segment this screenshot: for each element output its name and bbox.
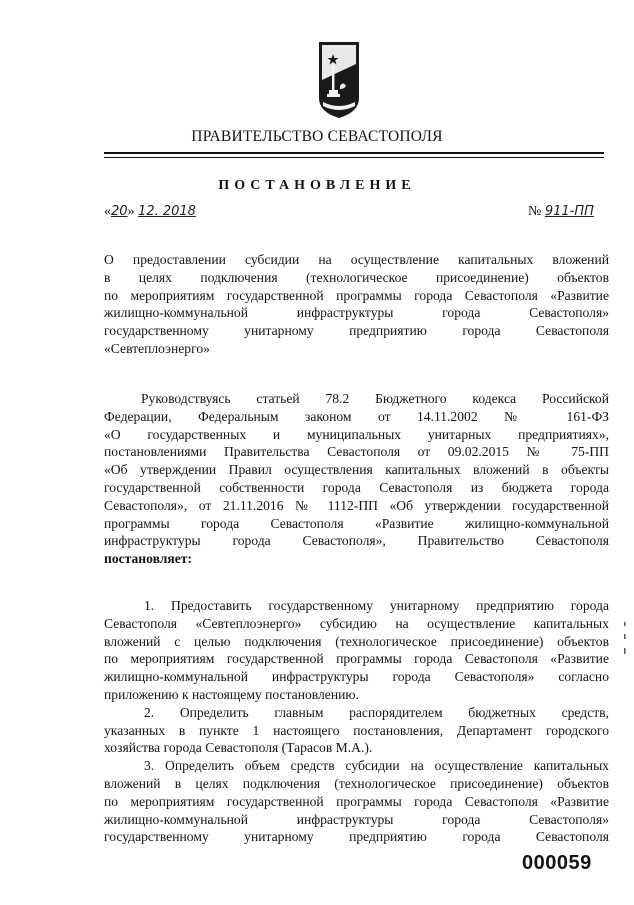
government-name: ПРАВИТЕЛЬСТВО СЕВАСТОПОЛЯ [191, 128, 443, 145]
item-1-line: вложений с целью подключения (технологическое присоединение) объектов [104, 633, 609, 649]
item-3-line: 3. Определить объем средств субсидии на осуществление капитальных [144, 758, 609, 774]
item-3-line: государственному унитарному предприятию города Севастополя [104, 829, 609, 845]
subject-line: жилищно-коммунальной инфраструктуры города Севастополя» [104, 305, 609, 321]
date-month-year: 12. 2018 [138, 204, 196, 219]
item-1-line: жилищно-коммунальной инфраструктуры города Севастополя» согласно [104, 669, 609, 685]
number-sign: № [528, 204, 542, 219]
document-type-title: ПОСТАНОВЛЕНИЕ [218, 178, 416, 193]
subject-line: «Севтеплоэнерго» [104, 340, 210, 356]
document-date [104, 204, 196, 220]
preamble-line: программы города Севастополя «Развитие жилищно-коммунальной [104, 515, 609, 531]
preamble-line: «Об утверждении Правил осуществления капитальных вложений в объекты [104, 462, 609, 478]
subject-line: государственному унитарному предприятию города Севастополя [104, 323, 609, 339]
preamble-line: Федерации, Федеральным законом от 14.11.2002 № 161-ФЗ [104, 408, 609, 424]
sheet-number: 000059 [522, 852, 592, 874]
date-day: 20 [111, 204, 128, 219]
preamble-line: государственной собственности города Севастополя из бюджета города [104, 479, 609, 495]
preamble-line: постановлениями Правительства Севастополя от 09.02.2015 № 75-ПП [104, 444, 609, 460]
preamble-paragraph [104, 390, 609, 568]
document-number [528, 204, 594, 220]
resolution-items [104, 597, 609, 846]
subject-line: О предоставлении субсидии на осуществление капитальных вложений [104, 252, 609, 267]
resolution-subject [104, 251, 609, 358]
preamble-line: «О государственных и муниципальных унитарных предприятиях», [104, 426, 609, 442]
preamble-line: Руководствуясь статьей 78.2 Бюджетного кодекса Российской [141, 391, 609, 406]
resolves-word: постановляет: [104, 551, 192, 567]
item-2-line: указанных в пункте 1 настоящего постановления, Департамент городского [104, 722, 609, 738]
margin-scan-mark [624, 622, 626, 656]
preamble-line: Севастополя», от 21.11.2016 № 1112-ПП «Об утверждении государственной [104, 497, 609, 513]
item-3-line: вложений в целях подключения (технологическое присоединение) объектов [104, 775, 609, 791]
subject-line: в целях подключения (технологическое присоединение) объектов [104, 269, 609, 285]
item-1-line: 1. Предоставить государственному унитарному предприятию города [144, 598, 609, 613]
subject-line: по мероприятиям государственной программы города Севастополя «Развитие [104, 287, 609, 303]
date-open-quote: « [104, 204, 111, 219]
item-2-line: 2. Определить главным распорядителем бюджетных средств, [144, 704, 609, 720]
item-1-line: Севастополя «Севтеплоэнерго» субсидию на осуществление капитальных [104, 615, 609, 631]
number-value: 911-ПП [544, 204, 594, 219]
coat-of-arms-emblem [318, 40, 360, 120]
item-1-line: по мероприятиям государственной программы города Севастополя «Развитие [104, 651, 609, 667]
date-close-quote: » [127, 204, 135, 219]
preamble-line: инфраструктуры города Севастополя», Правительство Севастополя [104, 533, 609, 549]
header-rule-thick [104, 152, 604, 154]
item-2-line: хозяйства города Севастополя (Тарасов М.А.). [104, 740, 373, 756]
item-3-line: по мероприятиям государственной программы города Севастополя «Развитие [104, 793, 609, 809]
item-3-line: жилищно-коммунальной инфраструктуры города Севастополя» [104, 811, 609, 827]
item-1-line: приложению к настоящему постановлению. [104, 686, 359, 702]
header-rule-thin [104, 157, 604, 158]
